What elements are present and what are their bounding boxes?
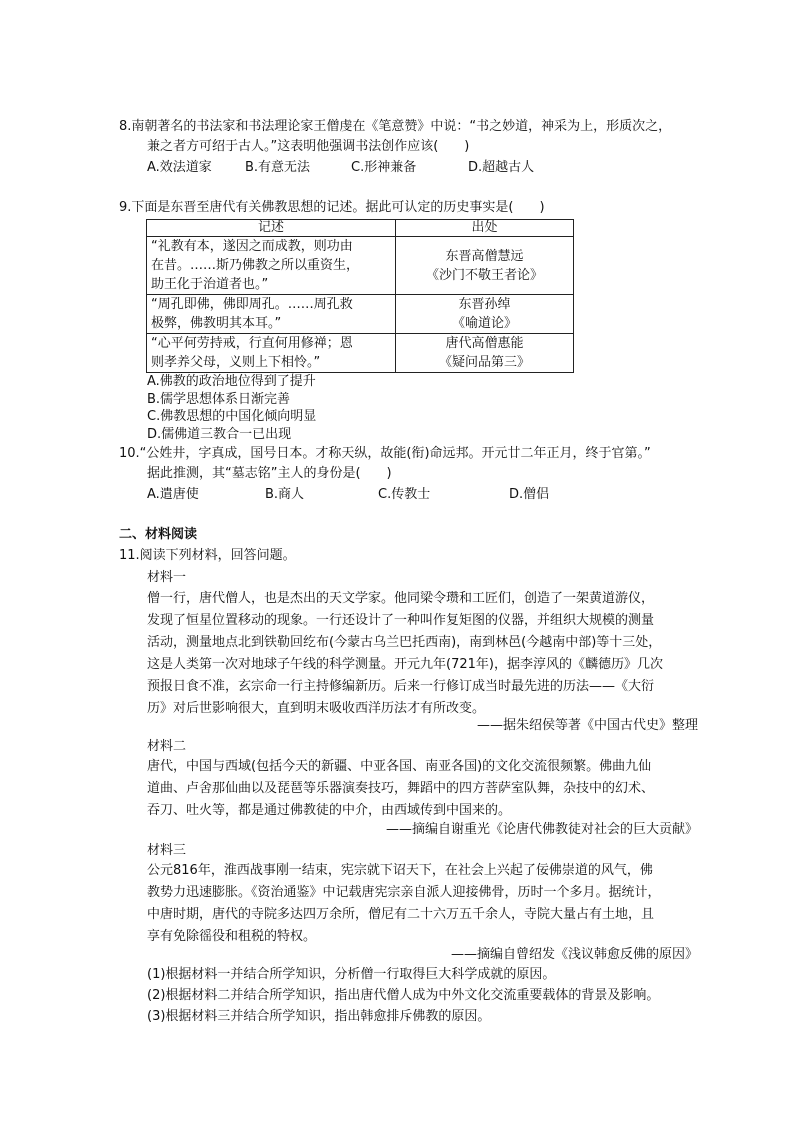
q8-stem-line2: 兼之者方可绍于古人。”这表明他强调书法创作应该( ) bbox=[147, 139, 470, 154]
material2-line: 唐代，中国与西域(包括今天的新疆、中亚各国、南亚各国)的文化交流很频繁。佛曲九仙 bbox=[147, 759, 652, 774]
q9-row2-source-line2: 《喻道论》 bbox=[451, 316, 517, 331]
q9-row3-source bbox=[396, 334, 574, 373]
q11-subquestion-3: (3)根据材料三并结合所学知识，指出韩愈排斥佛教的原因。 bbox=[147, 1009, 491, 1024]
material1-line: 僧一行，唐代僧人，也是杰出的天文学家。他同梁令瓒和工匠们，创造了一架黄道游仪， bbox=[147, 591, 655, 606]
material1-line: 这是人类第一次对地球子午线的科学测量。开元九年(721年)，据李淳风的《麟德历》几次 bbox=[147, 657, 663, 672]
q9-table-row bbox=[147, 295, 574, 334]
q9-row1-record bbox=[147, 237, 396, 295]
q9-row3-record bbox=[147, 334, 396, 373]
material2-line: 道曲、卢舍那仙曲以及琵琶等乐器演奏技巧，舞蹈中的四方菩萨室队舞，杂技中的幻术、 bbox=[147, 781, 655, 796]
q9-table-row bbox=[147, 334, 574, 373]
q8-option-b: B.有意无法 bbox=[245, 160, 311, 175]
q9-header-record: 记述 bbox=[147, 220, 396, 237]
q8-stem-line1: 8.南朝著名的书法家和书法理论家王僧虔在《笔意赞》中说：“书之妙道，神采为上，形质次之， bbox=[119, 119, 672, 134]
q11-stem: 11.阅读下列材料，回答问题。 bbox=[119, 548, 296, 563]
material1-line: 发现了恒星位置移动的现象。一行还设计了一种叫作复矩图的仪器，并组织大规模的测量 bbox=[147, 613, 655, 628]
q9-row2-record-line2: 极弊，佛教明其本耳。” bbox=[151, 316, 282, 331]
material1-source: ——据朱绍侯等著《中国古代史》整理 bbox=[476, 718, 698, 733]
q9-header-source: 出处 bbox=[396, 220, 574, 237]
material3-title: 材料三 bbox=[147, 843, 187, 858]
q9-row1-record-line3: 助王化于治道者也。” bbox=[151, 277, 269, 292]
q9-row1-source bbox=[396, 237, 574, 295]
q8-option-c: C.形神兼备 bbox=[351, 160, 417, 175]
q9-row3-record-line1: “心平何劳持戒，行直何用修禅；恩 bbox=[151, 336, 353, 351]
q8-option-a: A.效法道家 bbox=[147, 160, 212, 175]
q10-option-c: C.传教士 bbox=[378, 487, 431, 502]
material3-line: 教势力迅速膨胀。《资治通鉴》中记载唐宪宗亲自派人迎接佛骨，历时一个多月。据统计， bbox=[147, 885, 661, 900]
q11-subquestion-1: (1)根据材料一并结合所学知识，分析僧一行取得巨大科学成就的原因。 bbox=[147, 967, 556, 982]
material2-line: 吞刀、吐火等，都是通过佛教徒的中介，由西域传到中国来的。 bbox=[147, 803, 512, 818]
q8-option-d: D.超越古人 bbox=[468, 160, 535, 175]
q9-row3-source-line1: 唐代高僧惠能 bbox=[445, 336, 524, 351]
q10-option-d: D.僧侣 bbox=[509, 487, 550, 502]
q10-option-a: A.遣唐使 bbox=[147, 487, 199, 502]
material2-source: ——摘编自谢重光《论唐代佛教徒对社会的巨大贡献》 bbox=[385, 822, 698, 837]
q9-row2-record-line1: “周孔即佛，佛即周孔。……周孔救 bbox=[151, 297, 353, 312]
q9-table bbox=[146, 219, 574, 373]
q9-row1-record-line1: “礼教有本，遂因之而成教，则功由 bbox=[151, 239, 353, 254]
q9-table-header bbox=[147, 220, 574, 237]
q9-row3-source-line2: 《疑问品第三》 bbox=[438, 355, 530, 370]
material1-line: 历》对后世影响很大，直到明末吸收西洋历法才有所改变。 bbox=[147, 701, 486, 716]
q10-option-b: B.商人 bbox=[265, 487, 305, 502]
q9-stem: 9.下面是东晋至唐代有关佛教思想的记述。据此可认定的历史事实是( ) bbox=[119, 200, 545, 215]
section-heading: 二、材料阅读 bbox=[119, 527, 198, 542]
q9-row2-source-line1: 东晋孙绰 bbox=[458, 297, 511, 312]
q9-option-d: D.儒佛道三教合一已出现 bbox=[147, 427, 292, 442]
q9-option-c: C.佛教思想的中国化倾向明显 bbox=[147, 409, 317, 424]
q9-row2-record bbox=[147, 295, 396, 334]
q11-subquestion-2: (2)根据材料二并结合所学知识，指出唐代僧人成为中外文化交流重要载体的背景及影响。 bbox=[147, 988, 660, 1003]
material3-source: ——摘编自曾绍发《浅议韩愈反佛的原因》 bbox=[450, 947, 698, 962]
q9-option-b: B.儒学思想体系日渐完善 bbox=[147, 392, 291, 407]
material1-line: 活动，测量地点北到铁勒回纥布(今蒙古乌兰巴托西南)，南到林邑(今越南中部)等十三处， bbox=[147, 635, 662, 650]
material3-line: 公元816年，淮西战事刚一结束，宪宗就下诏天下，在社会上兴起了佞佛崇道的风气，佛 bbox=[147, 863, 653, 878]
q10-stem-line2: 据此推测，其“墓志铭”主人的身份是( ) bbox=[147, 466, 392, 481]
material1-title: 材料一 bbox=[147, 570, 187, 585]
material3-line: 中唐时期，唐代的寺院多达四万余所，僧尼有二十六万五千余人，寺院大量占有土地，且 bbox=[147, 907, 655, 922]
q9-row1-record-line2: 在昔。……斯乃佛教之所以重资生， bbox=[151, 258, 360, 273]
q10-stem-line1: 10.“公姓井，字真成，国号日本。才称天纵，故能(衔)命远邦。开元廿二年正月，终于官第。” bbox=[119, 446, 651, 461]
q9-row1-source-line2: 《沙门不敬王者论》 bbox=[425, 267, 543, 283]
material1-line: 预报日食不准，玄宗命一行主持修编新历。后来一行修订成当时最先进的历法——《大衍 bbox=[147, 679, 655, 694]
material3-line: 享有免除徭役和租税的特权。 bbox=[147, 929, 317, 944]
q9-row3-record-line2: 则孝养父母，义则上下相怜。” bbox=[151, 355, 321, 370]
q9-row1-source-line1: 东晋高僧慧远 bbox=[445, 248, 524, 264]
material2-title: 材料二 bbox=[147, 739, 187, 754]
q9-option-a: A.佛教的政治地位得到了提升 bbox=[147, 374, 316, 389]
q9-table-row bbox=[147, 237, 574, 295]
q9-row2-source bbox=[396, 295, 574, 334]
